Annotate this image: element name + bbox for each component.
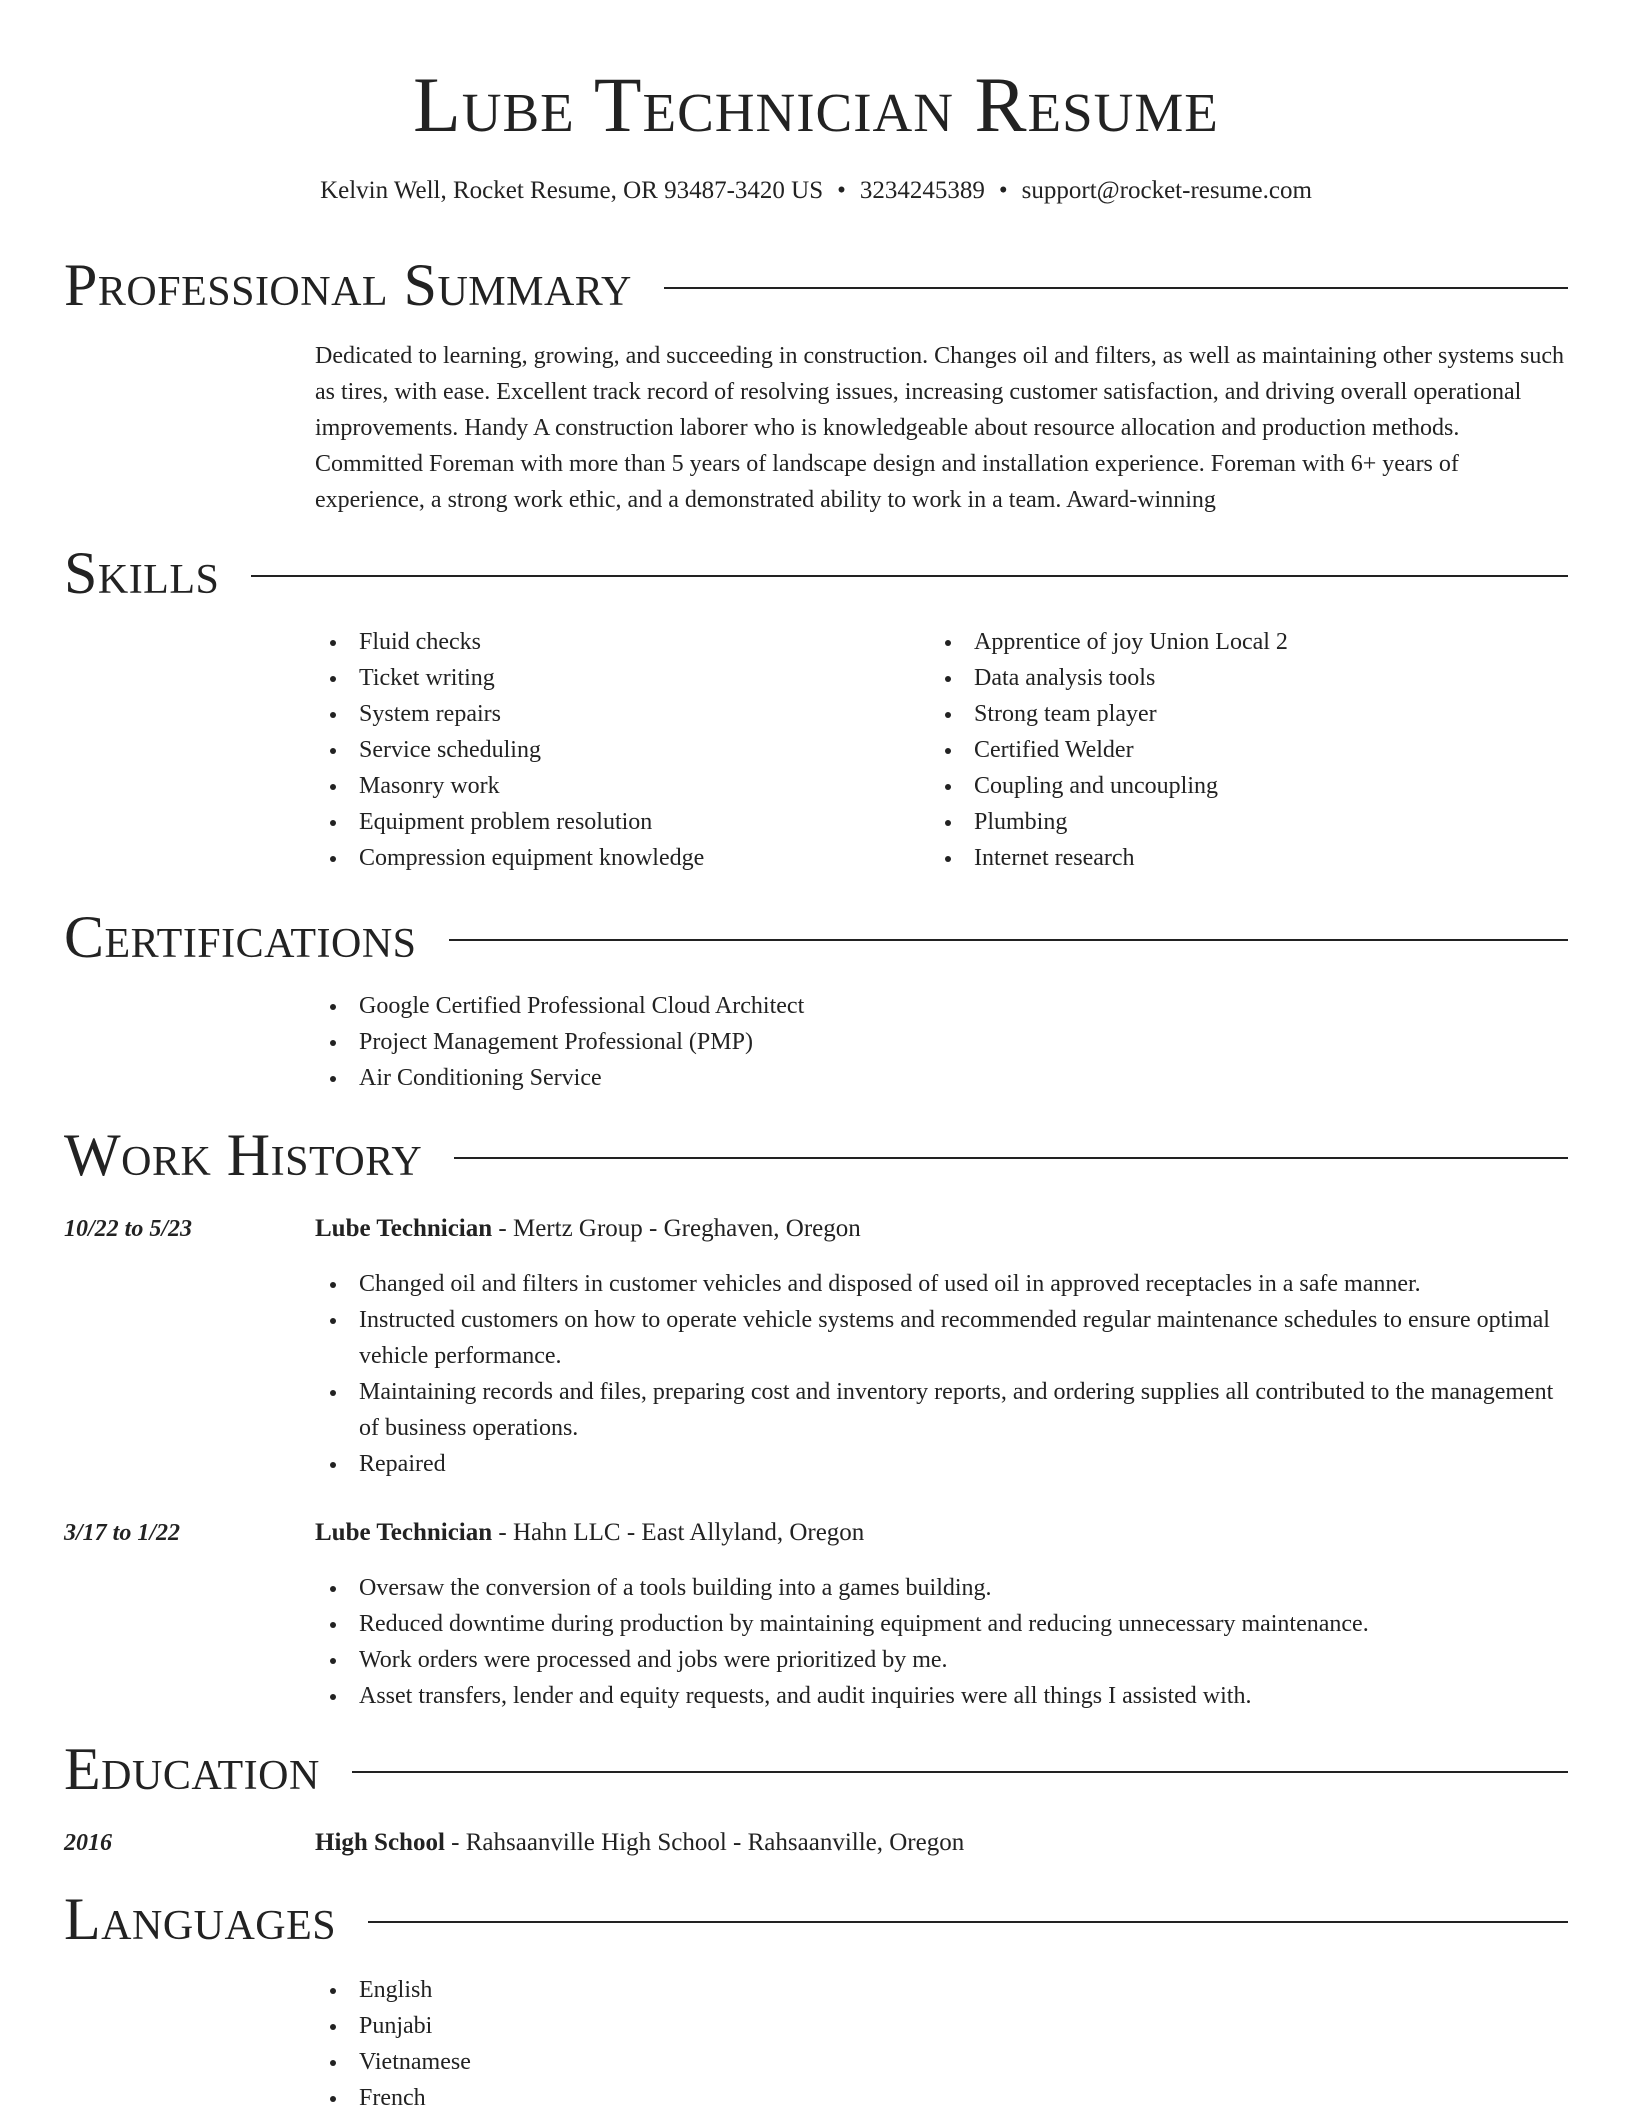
language-item: Punjabi <box>315 2008 1568 2044</box>
job-title: Lube Technician <box>315 1215 493 1242</box>
skill-item: Plumbing <box>930 804 1530 840</box>
section-divider <box>251 575 1568 577</box>
skill-item: Strong team player <box>930 696 1530 732</box>
skill-item: Apprentice of joy Union Local 2 <box>930 624 1530 660</box>
language-item: Vietnamese <box>315 2044 1568 2080</box>
section-title-skills: Skills <box>64 540 220 606</box>
skill-item: Certified Welder <box>930 732 1530 768</box>
contact-address: Kelvin Well, Rocket Resume, OR 93487-3420 US <box>320 177 824 204</box>
job-bullet: Changed oil and filters in customer vehicles and disposed of used oil in approved receptacles in a safe manner. <box>315 1266 1568 1302</box>
skill-item: Service scheduling <box>315 732 915 768</box>
languages-section-header <box>64 1884 1568 1954</box>
skills-section-header <box>64 538 1568 608</box>
skill-item: System repairs <box>315 696 915 732</box>
job-title: Lube Technician <box>315 1519 493 1546</box>
section-title-languages: Languages <box>64 1886 337 1952</box>
section-divider <box>368 1921 1568 1923</box>
contact-separator: • <box>998 177 1008 204</box>
contact-phone: 3234245389 <box>859 177 985 204</box>
skill-item: Equipment problem resolution <box>315 804 915 840</box>
skill-item: Compression equipment knowledge <box>315 840 915 876</box>
job-bullet: Instructed customers on how to operate vehicle systems and recommended regular maintenance schedules to ensure optimal vehicle performance. <box>315 1302 1568 1374</box>
section-title-education: Education <box>64 1736 320 1802</box>
job-heading <box>315 1211 861 1247</box>
job-dates: 10/22 to 5/23 <box>64 1216 193 1242</box>
skills-list-left <box>315 624 915 876</box>
section-title-certifications: Certifications <box>64 904 417 970</box>
job-employer: - Mertz Group - Greghaven, Oregon <box>492 1215 861 1242</box>
job-bullet: Oversaw the conversion of a tools building into a games building. <box>315 1570 1568 1606</box>
summary-section-header <box>64 250 1568 320</box>
certification-item: Project Management Professional (PMP) <box>315 1024 1568 1060</box>
language-item: French <box>315 2080 1568 2116</box>
skill-item: Fluid checks <box>315 624 915 660</box>
job-bullet: Repaired <box>315 1446 1568 1482</box>
section-title-work-history: Work History <box>64 1122 423 1188</box>
job-heading <box>315 1515 864 1551</box>
education-year: 2016 <box>64 1830 112 1856</box>
resume-title: Lube Technician Resume <box>413 61 1219 148</box>
contact-email: support@rocket-resume.com <box>1021 177 1312 204</box>
contact-line <box>0 174 1632 208</box>
skill-item: Internet research <box>930 840 1530 876</box>
certification-item: Google Certified Professional Cloud Architect <box>315 988 1568 1024</box>
work-history-section-header <box>64 1120 1568 1190</box>
job-dates: 3/17 to 1/22 <box>64 1520 181 1546</box>
skill-item: Masonry work <box>315 768 915 804</box>
job-bullet: Maintaining records and files, preparing cost and inventory reports, and ordering supplies all contributed to the management of business operations. <box>315 1374 1568 1446</box>
section-title-summary: Professional Summary <box>64 252 632 318</box>
skill-item: Data analysis tools <box>930 660 1530 696</box>
summary-text: Dedicated to learning, growing, and succeeding in construction. Changes oil and filters, as well as maintaining other systems such as tires, with ease. Excellent track record of resolving issues, increasing customer satisfaction, and driving overall operational improvements. Handy A construction laborer who is knowledgeable about resource allocation and production methods. Committed Foreman with more than 5 years of landscape design and installation experience. Foreman with 6+ years of experience, a strong work ethic, and a demonstrated ability to work in a team. Award-winning <box>315 343 1565 513</box>
language-item: English <box>315 1972 1568 2008</box>
contact-separator: • <box>837 177 846 204</box>
languages-list <box>315 1972 1568 2116</box>
section-divider <box>454 1157 1568 1159</box>
certification-item: Air Conditioning Service <box>315 1060 1568 1096</box>
section-divider <box>664 287 1568 289</box>
skills-list-right <box>930 624 1530 876</box>
education-heading <box>315 1825 964 1861</box>
certifications-section-header <box>64 902 1568 972</box>
certifications-list <box>315 988 1568 1096</box>
education-degree: High School <box>315 1829 445 1856</box>
section-divider <box>352 1771 1568 1773</box>
job-bullets <box>315 1266 1568 1482</box>
skill-item: Coupling and uncoupling <box>930 768 1530 804</box>
education-section-header <box>64 1734 1568 1804</box>
job-bullet: Work orders were processed and jobs were prioritized by me. <box>315 1642 1568 1678</box>
section-divider <box>449 939 1568 941</box>
job-employer: - Hahn LLC - East Allyland, Oregon <box>492 1519 865 1546</box>
job-bullet: Asset transfers, lender and equity requests, and audit inquiries were all things I assisted with. <box>315 1678 1568 1714</box>
skill-item: Ticket writing <box>315 660 915 696</box>
job-bullet: Reduced downtime during production by maintaining equipment and reducing unnecessary maintenance. <box>315 1606 1568 1642</box>
job-bullets <box>315 1570 1568 1714</box>
education-school: - Rahsaanville High School - Rahsaanville, Oregon <box>444 1829 965 1856</box>
